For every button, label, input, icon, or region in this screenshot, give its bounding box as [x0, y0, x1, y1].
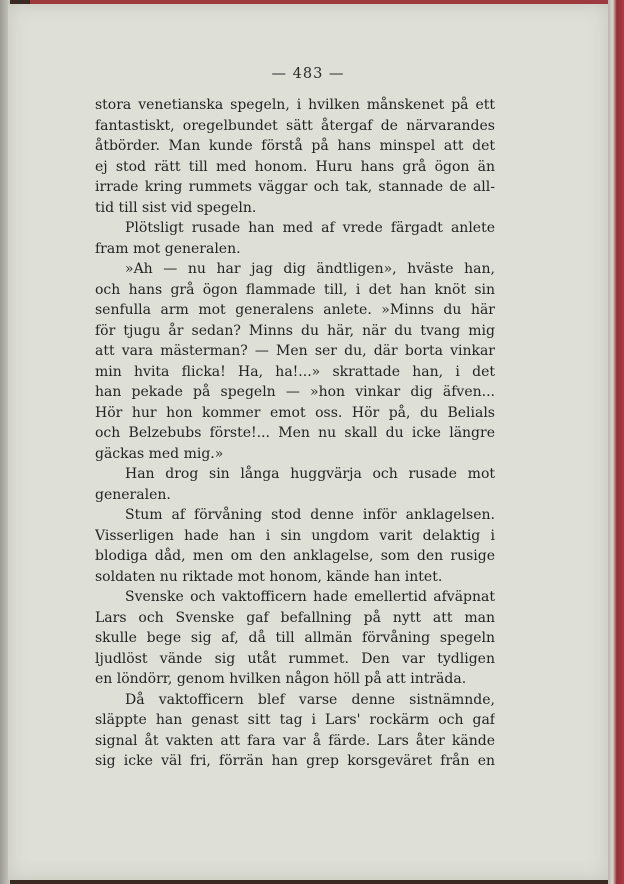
text-line: senfulla arm mot generalens anlete. »Minns du här	[95, 302, 495, 318]
text-line: sig icke väl fri, förrän han grep korsgeväret från en	[95, 753, 495, 769]
text-line: »Ah — nu har jag dig ändtligen», hväste han,	[125, 261, 495, 277]
text-line: Visserligen hade han i sin ungdom varit delaktig i	[95, 527, 495, 544]
text-line: irrade kring rummets väggar och tak, stannade de all-	[95, 179, 495, 195]
text-line: att vara mästerman? — Men ser du, där borta vinkar	[95, 343, 495, 359]
body-text	[95, 95, 495, 772]
text-line: min hvita flicka! Ha, ha!...» skrattade han, i det	[95, 363, 495, 380]
text-line: Han drog sin långa huggvärja och rusade mot	[125, 466, 495, 482]
text-line: fantastiskt, oregelbundet sätt återgaf de närvarandes	[95, 117, 495, 134]
text-line: stora venetianska spegeln, i hvilken månskenet på ett	[95, 97, 495, 113]
text-line: signal åt vakten att fara var å färde. Lars åter kände	[95, 732, 495, 749]
text-line: och hans grå ögon flammade till, i det han knöt sin	[95, 281, 495, 298]
text-line: Plötsligt rusade han med af vrede färgadt anlete	[125, 220, 495, 236]
text-line: ej stod rätt till med honom. Huru hans grå ögon än	[95, 158, 495, 175]
text-line: gäckas med mig.»	[95, 445, 224, 462]
book-edge-right	[608, 0, 624, 884]
text-line: Då vaktofficern blef varse denne sistnämnde,	[125, 691, 495, 708]
text-line: Stum af förvåning stod denne inför anklagelsen.	[125, 507, 495, 523]
book-page	[8, 4, 608, 880]
text-line: för tjugu år sedan? Minns du här, när du tvang mig	[95, 322, 495, 339]
text-line: Svenske och vaktofficern hade emellertid afväpnat	[125, 589, 495, 605]
text-line: och Belzebubs förste!... Men nu skall du icke längre	[95, 425, 495, 441]
text-line: Hör hur hon kommer emot oss. Hör på, du Belials	[95, 404, 495, 421]
text-line: skulle bege sig af, då till allmän förvåning spegeln	[95, 630, 495, 646]
text-line: Lars och Svenske gaf befallning på nytt att man	[95, 609, 495, 626]
page-number: — 483 —	[271, 66, 345, 82]
text-line: släppte han genast sitt tag i Lars' rockärm och gaf	[95, 712, 495, 728]
text-line: åtbörder. Man kunde förstå på hans minspel att det	[95, 138, 495, 154]
text-line: han pekade på spegeln — »hon vinkar dig äfven...	[95, 384, 495, 400]
text-line: ljudlöst vände sig utåt rummet. Den var tydligen	[95, 650, 495, 667]
text-line: en löndörr, genom hvilken någon höll på att inträda.	[95, 671, 467, 687]
text-line: generalen.	[95, 486, 171, 503]
text-line: tid till sist vid spegeln.	[95, 199, 257, 216]
text-line: fram mot generalen.	[95, 240, 241, 257]
text-line: blodiga dåd, men om den anklagelse, som den rusige	[95, 548, 495, 564]
text-line: soldaten nu riktade mot honom, kände han intet.	[95, 568, 443, 585]
